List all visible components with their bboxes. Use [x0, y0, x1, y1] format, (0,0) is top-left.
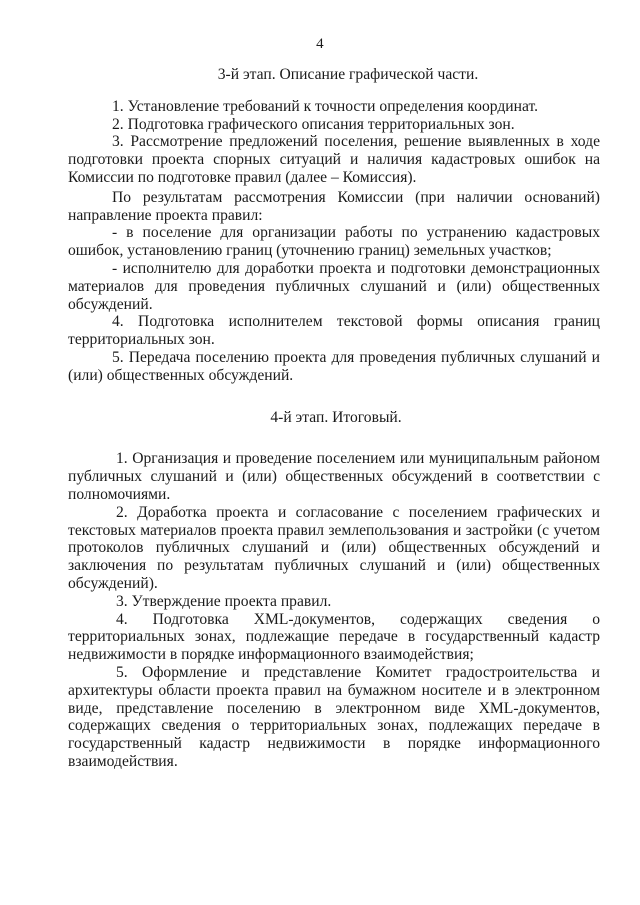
- stage3-heading: 3-й этап. Описание графической части.: [217, 66, 479, 83]
- stage3-item-3: 3. Рассмотрение предложений поселения, решение выявленных в ходе подготовки проекта спорных ситуаций и наличия кадастровых ошибок на Комиссии по подготовке правил (далее – Комиссия).: [68, 133, 600, 186]
- stage4-item-1: 1. Организация и проведение поселением или муниципальным районом публичных слушаний и (или) общественных обсуждений в соответствии с полномочиями.: [68, 450, 600, 503]
- stage4-item-5: 5. Оформление и представление Комитет градостроительства и архитектуры области проекта правил на бумажном носителе и в электронном виде, представление поселению в электронном виде XML-документов, содержащих сведения о территориальных зонах, подлежащих передаче в государственный кадастр недвижимости в порядке информационного взаимодействия.: [68, 663, 600, 770]
- stage4-item-2: 2. Доработка проекта и согласование с поселением графических и текстовых материалов проекта правил землепользования и застройки (с учетом протоколов публичных слушаний и (или) общественных обсуждений и заключения по результатам публичных слушаний и (или) общественных обсуждений).: [68, 503, 600, 592]
- stage3-bullet-1: - в поселение для организации работы по устранению кадастровых ошибок, установлению границ (уточнению границ) земельных участков;: [68, 224, 600, 260]
- stage4-item-4: 4. Подготовка XML-документов, содержащих сведения о территориальных зонах, подлежащие передаче в государственный кадастр недвижимости в порядке информационного взаимодействия;: [68, 610, 600, 664]
- stage4-item-3: 3. Утверждение проекта правил.: [116, 592, 332, 610]
- stage3-item-2: 2. Подготовка графического описания территориальных зон.: [112, 115, 515, 133]
- document-body: [68, 66, 600, 771]
- stage3-item-4: 4. Подготовка исполнителем текстовой формы описания границ территориальных зон.: [68, 313, 600, 349]
- stage3-bullet-2: - исполнителю для доработки проекта и подготовки демонстрационных материалов для проведения публичных слушаний и (или) общественных обсуждений.: [68, 259, 600, 313]
- stage3-results-intro: По результатам рассмотрения Комиссии (при наличии оснований) направление проекта правил:: [68, 188, 600, 224]
- stage3-item-1: 1. Установление требований к точности определения координат.: [112, 97, 539, 115]
- stage3-item-5: 5. Передача поселению проекта для проведения публичных слушаний и (или) общественных обсуждений.: [68, 348, 600, 384]
- stage4-heading: 4-й этап. Итоговый.: [270, 408, 402, 426]
- page-number: 4: [316, 36, 324, 52]
